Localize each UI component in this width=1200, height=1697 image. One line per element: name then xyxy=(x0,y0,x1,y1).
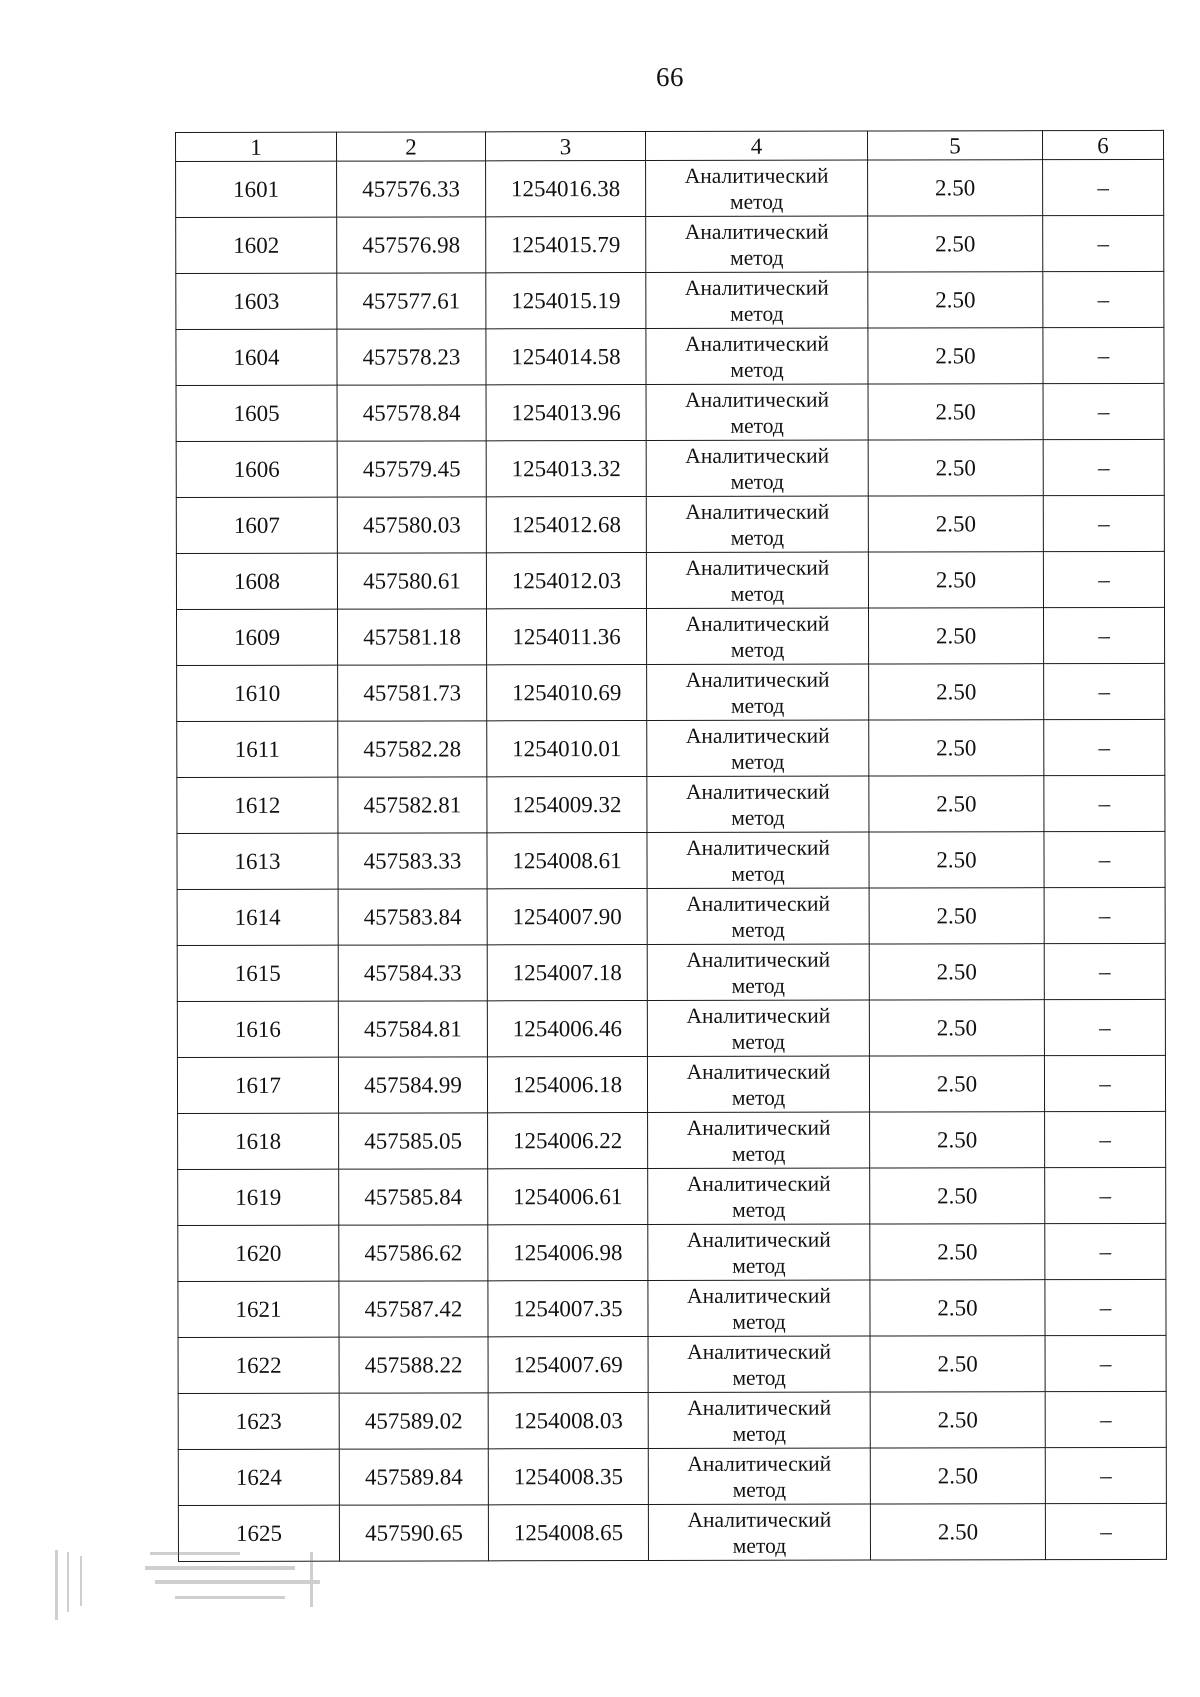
point-number-cell: 1623 xyxy=(178,1393,339,1449)
coordinate-x-cell: 457582.28 xyxy=(338,721,487,777)
coordinate-y-cell: 1254008.03 xyxy=(488,1393,648,1449)
accuracy-value-cell: 2.50 xyxy=(870,1112,1045,1168)
note-cell: – xyxy=(1043,271,1164,327)
accuracy-value-cell: 2.50 xyxy=(868,216,1043,272)
coordinate-y-cell: 1254007.90 xyxy=(487,889,647,945)
table-row xyxy=(178,1279,1166,1337)
method-line-1: Аналитический xyxy=(684,163,829,188)
point-number-cell: 1602 xyxy=(176,217,337,273)
coordinate-y-cell: 1254008.65 xyxy=(488,1505,648,1561)
note-cell: – xyxy=(1043,215,1164,271)
point-number-cell: 1612 xyxy=(177,777,338,833)
method-line-2: метод xyxy=(731,917,785,942)
stamp-mark xyxy=(55,1548,330,1628)
column-header: 6 xyxy=(1042,130,1163,159)
coordinate-x-cell: 457578.23 xyxy=(337,329,486,385)
method-cell xyxy=(647,1000,869,1056)
table-row xyxy=(176,551,1164,609)
point-number-cell: 1614 xyxy=(177,889,338,945)
accuracy-value-cell: 2.50 xyxy=(869,832,1044,888)
point-number-cell: 1604 xyxy=(176,329,337,385)
table-row xyxy=(177,719,1165,777)
point-number-cell: 1608 xyxy=(176,553,337,609)
note-cell: – xyxy=(1045,1111,1166,1167)
point-number-cell: 1603 xyxy=(176,273,337,329)
note-cell: – xyxy=(1044,663,1165,719)
accuracy-value-cell: 2.50 xyxy=(869,664,1044,720)
accuracy-value-cell: 2.50 xyxy=(868,272,1043,328)
table-row xyxy=(176,215,1164,273)
coordinate-y-cell: 1254006.46 xyxy=(487,1001,647,1057)
method-line-1: Аналитический xyxy=(685,331,829,356)
method-cell xyxy=(647,776,869,832)
method-line-2: метод xyxy=(730,469,784,494)
method-line-2: метод xyxy=(731,749,785,774)
table-row xyxy=(178,1111,1166,1169)
accuracy-value-cell: 2.50 xyxy=(868,496,1043,552)
point-number-cell: 1619 xyxy=(178,1169,339,1225)
method-cell xyxy=(646,328,868,384)
method-cell xyxy=(647,888,869,944)
coordinate-y-cell: 1254011.36 xyxy=(486,609,646,665)
method-line-2: метод xyxy=(730,637,785,662)
table-row xyxy=(176,383,1164,441)
method-line-1: Аналитический xyxy=(686,1227,831,1252)
column-header: 4 xyxy=(646,131,868,160)
accuracy-value-cell: 2.50 xyxy=(868,384,1043,440)
method-line-1: Аналитический xyxy=(687,1451,832,1476)
coordinate-x-cell: 457579.45 xyxy=(337,441,486,497)
note-cell: – xyxy=(1045,1279,1166,1335)
table-row xyxy=(177,1055,1165,1113)
method-line-2: метод xyxy=(732,1421,786,1446)
table-row xyxy=(177,999,1165,1057)
coordinate-x-cell: 457584.33 xyxy=(338,945,487,1001)
point-number-cell: 1622 xyxy=(178,1337,339,1393)
method-line-1: Аналитический xyxy=(687,1283,831,1308)
point-number-cell: 1610 xyxy=(177,665,338,721)
point-number-cell: 1617 xyxy=(177,1057,338,1113)
table-row xyxy=(176,439,1164,497)
method-line-2: метод xyxy=(732,1365,786,1390)
note-cell: – xyxy=(1044,887,1165,943)
method-line-1: Аналитический xyxy=(685,499,830,524)
method-cell xyxy=(648,1168,870,1224)
accuracy-value-cell: 2.50 xyxy=(869,776,1044,832)
coordinate-y-cell: 1254016.38 xyxy=(486,161,646,217)
point-number-cell: 1615 xyxy=(177,945,338,1001)
accuracy-value-cell: 2.50 xyxy=(868,552,1043,608)
method-line-2: метод xyxy=(732,1309,786,1334)
method-cell xyxy=(646,272,868,328)
method-line-2: метод xyxy=(730,301,784,326)
method-cell xyxy=(648,1224,870,1280)
method-line-2: метод xyxy=(730,245,784,270)
coordinate-x-cell: 457587.42 xyxy=(339,1281,488,1337)
point-number-cell: 1605 xyxy=(176,385,337,441)
note-cell: – xyxy=(1045,1447,1166,1503)
point-number-cell: 1601 xyxy=(176,161,337,217)
coordinate-y-cell: 1254013.96 xyxy=(486,385,646,441)
method-line-2: метод xyxy=(731,1085,786,1110)
accuracy-value-cell: 2.50 xyxy=(870,1224,1045,1280)
table-row xyxy=(177,607,1165,665)
method-line-1: Аналитический xyxy=(687,1395,832,1420)
method-line-1: Аналитический xyxy=(685,611,830,636)
method-line-2: метод xyxy=(731,1029,786,1054)
note-cell: – xyxy=(1044,831,1165,887)
note-cell: – xyxy=(1044,943,1165,999)
note-cell: – xyxy=(1043,383,1164,439)
method-line-1: Аналитический xyxy=(686,891,831,916)
coordinate-y-cell: 1254012.68 xyxy=(486,497,646,553)
coordinate-x-cell: 457585.84 xyxy=(339,1169,488,1225)
point-number-cell: 1621 xyxy=(178,1281,339,1337)
table-row xyxy=(178,1335,1166,1393)
column-header: 1 xyxy=(176,132,337,161)
note-cell: – xyxy=(1045,1503,1166,1559)
coordinate-y-cell: 1254006.18 xyxy=(487,1057,647,1113)
accuracy-value-cell: 2.50 xyxy=(870,1336,1045,1392)
table-row xyxy=(178,1447,1166,1505)
coordinate-x-cell: 457576.98 xyxy=(337,217,486,273)
note-cell: – xyxy=(1045,1167,1166,1223)
coordinate-x-cell: 457580.03 xyxy=(337,497,486,553)
coordinate-y-cell: 1254010.69 xyxy=(487,665,647,721)
accuracy-value-cell: 2.50 xyxy=(869,1056,1044,1112)
accuracy-value-cell: 2.50 xyxy=(869,720,1044,776)
accuracy-value-cell: 2.50 xyxy=(870,1280,1045,1336)
method-cell xyxy=(648,1336,870,1392)
method-cell xyxy=(647,664,869,720)
method-line-1: Аналитический xyxy=(685,667,830,692)
note-cell: – xyxy=(1043,551,1164,607)
column-header: 2 xyxy=(337,132,486,161)
coordinate-x-cell: 457581.18 xyxy=(337,609,486,665)
coordinate-y-cell: 1254010.01 xyxy=(487,721,647,777)
coordinate-x-cell: 457580.61 xyxy=(337,553,486,609)
coordinate-x-cell: 457582.81 xyxy=(338,777,487,833)
note-cell: – xyxy=(1043,495,1164,551)
table-row xyxy=(176,271,1164,329)
method-cell xyxy=(647,832,869,888)
accuracy-value-cell: 2.50 xyxy=(868,440,1043,496)
table-row xyxy=(176,327,1164,385)
coordinate-y-cell: 1254006.22 xyxy=(488,1113,648,1169)
method-cell xyxy=(648,1392,870,1448)
point-number-cell: 1624 xyxy=(178,1449,339,1505)
point-number-cell: 1625 xyxy=(178,1505,339,1561)
method-line-2: метод xyxy=(730,413,784,438)
method-line-1: Аналитический xyxy=(685,387,829,412)
coordinate-x-cell: 457588.22 xyxy=(339,1337,488,1393)
method-cell xyxy=(648,1504,870,1560)
method-line-1: Аналитический xyxy=(684,219,829,244)
coordinate-x-cell: 457589.84 xyxy=(339,1449,488,1505)
table-row xyxy=(176,159,1164,217)
table-row xyxy=(178,1167,1166,1225)
note-cell: – xyxy=(1044,775,1165,831)
accuracy-value-cell: 2.50 xyxy=(869,944,1044,1000)
method-line-2: метод xyxy=(731,805,785,830)
table-row xyxy=(178,1391,1166,1449)
point-number-cell: 1609 xyxy=(177,609,338,665)
coordinate-y-cell: 1254006.98 xyxy=(488,1225,648,1281)
accuracy-value-cell: 2.50 xyxy=(870,1168,1045,1224)
method-line-2: метод xyxy=(730,525,785,550)
coordinate-y-cell: 1254007.35 xyxy=(488,1281,648,1337)
method-line-1: Аналитический xyxy=(686,1003,831,1028)
table-row xyxy=(177,775,1165,833)
note-cell: – xyxy=(1044,999,1165,1055)
coordinate-x-cell: 457584.99 xyxy=(338,1057,487,1113)
method-cell xyxy=(648,1280,870,1336)
accuracy-value-cell: 2.50 xyxy=(868,608,1043,664)
accuracy-value-cell: 2.50 xyxy=(870,1504,1045,1560)
method-cell xyxy=(646,608,868,664)
point-number-cell: 1613 xyxy=(177,833,338,889)
coordinate-y-cell: 1254012.03 xyxy=(486,553,646,609)
coordinate-x-cell: 457589.02 xyxy=(339,1393,488,1449)
method-line-1: Аналитический xyxy=(686,1059,831,1084)
table-row xyxy=(178,1223,1166,1281)
coordinate-x-cell: 457583.84 xyxy=(338,889,487,945)
method-cell xyxy=(646,440,868,496)
method-line-1: Аналитический xyxy=(687,1339,831,1364)
accuracy-value-cell: 2.50 xyxy=(869,1000,1044,1056)
accuracy-value-cell: 2.50 xyxy=(870,1392,1045,1448)
note-cell: – xyxy=(1044,719,1165,775)
column-header: 3 xyxy=(486,132,646,161)
table-row xyxy=(177,887,1165,945)
note-cell: – xyxy=(1043,327,1164,383)
method-line-2: метод xyxy=(731,693,785,718)
method-cell xyxy=(646,216,868,272)
method-line-1: Аналитический xyxy=(687,1507,832,1532)
method-line-1: Аналитический xyxy=(685,779,830,804)
method-line-1: Аналитический xyxy=(686,1171,831,1196)
coordinate-y-cell: 1254006.61 xyxy=(488,1169,648,1225)
table-row xyxy=(177,831,1165,889)
method-line-2: метод xyxy=(730,357,784,382)
coordinate-x-cell: 457581.73 xyxy=(338,665,487,721)
coordinates-table xyxy=(175,130,1167,1562)
point-number-cell: 1607 xyxy=(176,497,337,553)
method-line-1: Аналитический xyxy=(686,947,831,972)
coordinate-y-cell: 1254015.79 xyxy=(486,217,646,273)
method-line-1: Аналитический xyxy=(685,723,830,748)
method-cell xyxy=(646,496,868,552)
point-number-cell: 1611 xyxy=(177,721,338,777)
table-row xyxy=(176,495,1164,553)
method-line-2: метод xyxy=(731,973,785,998)
header-row xyxy=(176,130,1164,161)
point-number-cell: 1616 xyxy=(177,1001,338,1057)
method-line-2: метод xyxy=(730,581,785,606)
coordinate-x-cell: 457577.61 xyxy=(337,273,486,329)
coordinate-x-cell: 457583.33 xyxy=(338,833,487,889)
method-line-2: метод xyxy=(729,189,784,214)
coordinate-y-cell: 1254015.19 xyxy=(486,273,646,329)
method-line-1: Аналитический xyxy=(685,555,830,580)
accuracy-value-cell: 2.50 xyxy=(870,1448,1045,1504)
coordinate-x-cell: 457584.81 xyxy=(338,1001,487,1057)
method-line-1: Аналитический xyxy=(685,443,830,468)
method-cell xyxy=(648,1112,870,1168)
note-cell: – xyxy=(1045,1391,1166,1447)
point-number-cell: 1618 xyxy=(178,1113,339,1169)
coordinate-x-cell: 457590.65 xyxy=(339,1505,488,1561)
accuracy-value-cell: 2.50 xyxy=(868,328,1043,384)
point-number-cell: 1620 xyxy=(178,1225,339,1281)
coordinate-x-cell: 457578.84 xyxy=(337,385,486,441)
point-number-cell: 1606 xyxy=(176,441,337,497)
method-cell xyxy=(646,384,868,440)
note-cell: – xyxy=(1043,439,1164,495)
method-cell xyxy=(647,944,869,1000)
method-line-2: метод xyxy=(732,1533,787,1558)
method-cell xyxy=(648,1448,870,1504)
method-line-1: Аналитический xyxy=(686,835,830,860)
method-line-1: Аналитический xyxy=(684,275,829,300)
method-line-2: метод xyxy=(731,1141,786,1166)
method-cell xyxy=(647,1056,869,1112)
coordinate-x-cell: 457586.62 xyxy=(339,1225,488,1281)
note-cell: – xyxy=(1045,1223,1166,1279)
coordinate-y-cell: 1254007.69 xyxy=(488,1337,648,1393)
note-cell: – xyxy=(1043,159,1164,215)
table-body xyxy=(176,159,1167,1561)
coordinate-x-cell: 457585.05 xyxy=(339,1113,488,1169)
coordinate-y-cell: 1254014.58 xyxy=(486,329,646,385)
coordinate-y-cell: 1254009.32 xyxy=(487,777,647,833)
page-number: 66 xyxy=(656,62,684,92)
method-line-2: метод xyxy=(731,861,785,886)
coordinate-x-cell: 457576.33 xyxy=(337,161,486,217)
note-cell: – xyxy=(1044,1055,1165,1111)
coordinate-y-cell: 1254007.18 xyxy=(487,945,647,1001)
coordinate-y-cell: 1254008.61 xyxy=(487,833,647,889)
method-line-2: метод xyxy=(732,1253,786,1278)
note-cell: – xyxy=(1043,607,1164,663)
coordinate-y-cell: 1254008.35 xyxy=(488,1449,648,1505)
method-cell xyxy=(647,720,869,776)
method-cell xyxy=(646,160,868,216)
accuracy-value-cell: 2.50 xyxy=(869,888,1044,944)
table-row xyxy=(177,663,1165,721)
method-line-2: метод xyxy=(732,1197,786,1222)
method-line-2: метод xyxy=(732,1477,787,1502)
method-line-1: Аналитический xyxy=(686,1115,831,1140)
method-cell xyxy=(646,552,868,608)
table-row xyxy=(177,943,1165,1001)
column-header: 5 xyxy=(867,131,1042,160)
note-cell: – xyxy=(1045,1335,1166,1391)
accuracy-value-cell: 2.50 xyxy=(868,160,1043,216)
coordinate-y-cell: 1254013.32 xyxy=(486,441,646,497)
